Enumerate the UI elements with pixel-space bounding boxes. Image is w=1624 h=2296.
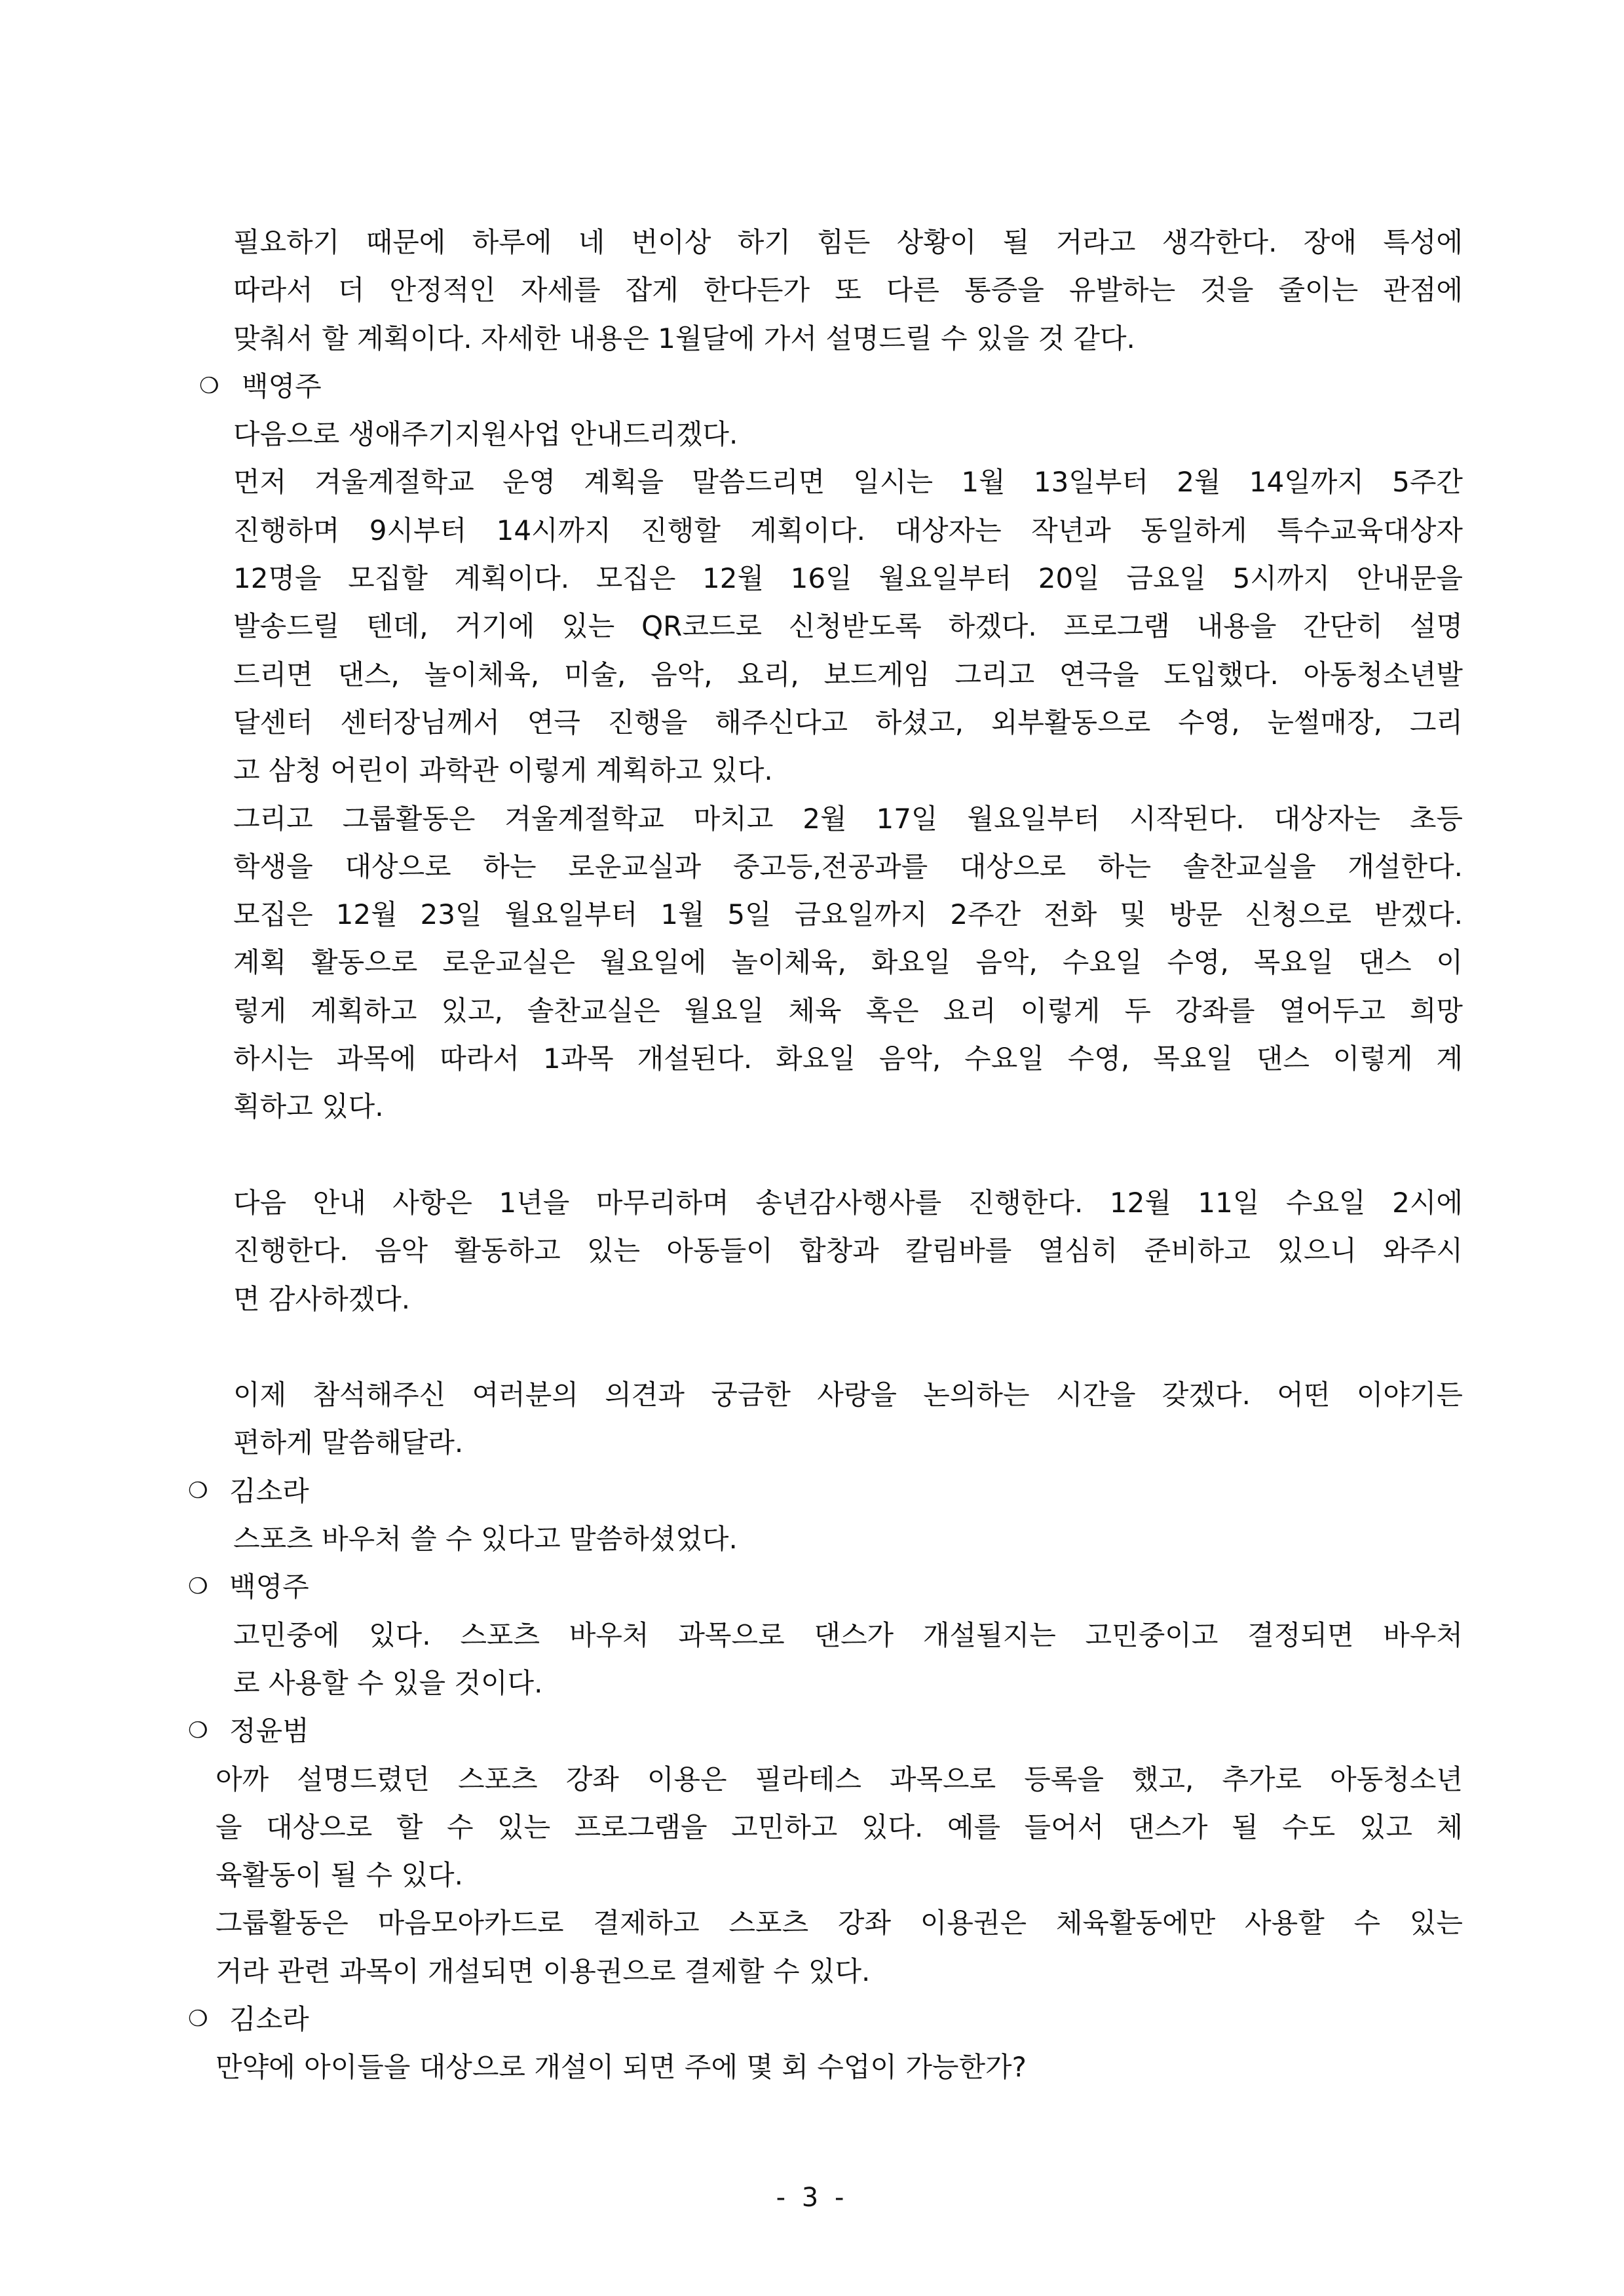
speaker-bullet bbox=[0, 1995, 1624, 2043]
speaker-bullet bbox=[0, 362, 1624, 410]
text-line: 아까 설명드렸던 스포츠 강좌 이용은 필라테스 과목으로 등록을 했고, 추가로 아동청소년 bbox=[216, 1763, 1463, 1795]
paragraph bbox=[0, 2043, 1624, 2091]
bullet-circle-icon: ❍ bbox=[199, 372, 219, 399]
paragraph bbox=[0, 1515, 1624, 1563]
text-line: 스포츠 바우처 쓸 수 있다고 말씀하셨었다. bbox=[233, 1523, 738, 1556]
text-line: 학생을 대상으로 하는 로운교실과 중고등,전공과를 대상으로 하는 솔찬교실을 개설한다. bbox=[233, 850, 1463, 883]
paragraph bbox=[0, 1371, 1624, 1467]
text-line: 먼저 겨울계절학교 운영 계획을 말씀드리면 일시는 1월 13일부터 2월 14일까지 5주간 bbox=[233, 466, 1463, 499]
text-line: 로 사용할 수 있을 것이다. bbox=[233, 1666, 543, 1699]
bullet-circle-icon: ❍ bbox=[188, 1717, 208, 1744]
blank-line bbox=[0, 1323, 1624, 1371]
text-line: 하시는 과목에 따라서 1과목 개설된다. 화요일 음악, 수요일 수영, 목요일 댄스 이렇게 계 bbox=[233, 1043, 1463, 1075]
text-line: 진행한다. 음악 활동하고 있는 아동들이 합창과 칼림바를 열심히 준비하고 있으니 와주시 bbox=[233, 1234, 1463, 1267]
text-line: 진행하며 9시부터 14시까지 진행할 계획이다. 대상자는 작년과 동일하게 특수교육대상자 bbox=[233, 514, 1463, 546]
paragraph bbox=[0, 1899, 1624, 1995]
speaker-bullet bbox=[0, 1467, 1624, 1515]
bullet-circle-icon: ❍ bbox=[188, 1477, 208, 1504]
page-number: - 3 - bbox=[776, 2183, 848, 2213]
text-line: 다음으로 생애주기지원사업 안내드리겠다. bbox=[233, 418, 738, 451]
text-line: 필요하기 때문에 하루에 네 번이상 하기 힘든 상황이 될 거라고 생각한다. 장애 특성에 bbox=[233, 226, 1463, 258]
text-line: 모집은 12월 23일 월요일부터 1월 5일 금요일까지 2주간 전화 및 방문 신청으로 받겠다. bbox=[233, 898, 1463, 931]
text-line: 고 삼청 어린이 과학관 이렇게 계획하고 있다. bbox=[233, 754, 773, 787]
speaker-name: 백영주 bbox=[242, 370, 322, 402]
text-line: 12명을 모집할 계획이다. 모집은 12월 16일 월요일부터 20일 금요일 5시까지 안내문을 bbox=[233, 562, 1463, 595]
text-line: 발송드릴 텐데, 거기에 있는 QR코드로 신청받도록 하겠다. 프로그램 내용을 간단히 설명 bbox=[233, 610, 1463, 643]
speaker-bullet bbox=[0, 1707, 1624, 1755]
paragraph bbox=[0, 1755, 1624, 1900]
text-line: 만약에 아이들을 대상으로 개설이 되면 주에 몇 회 수업이 가능한가? bbox=[216, 2051, 1027, 2084]
text-line: 을 대상으로 할 수 있는 프로그램을 고민하고 있다. 예를 들어서 댄스가 될 수도 있고 체 bbox=[216, 1810, 1463, 1843]
text-line: 육활동이 될 수 있다. bbox=[216, 1859, 463, 1892]
paragraph bbox=[0, 458, 1624, 794]
paragraph bbox=[0, 1611, 1624, 1708]
text-line: 렇게 계획하고 있고, 솔찬교실은 월요일 체육 혹은 요리 이렇게 두 강좌를 열어두고 희망 bbox=[233, 994, 1463, 1027]
blank-line bbox=[0, 1131, 1624, 1179]
speaker-name: 김소라 bbox=[229, 1474, 309, 1507]
paragraph bbox=[0, 1179, 1624, 1323]
speaker-name: 정윤범 bbox=[229, 1715, 309, 1748]
text-line: 편하게 말씀해달라. bbox=[233, 1426, 464, 1459]
speaker-bullet bbox=[0, 1563, 1624, 1611]
text-line: 이제 참석해주신 여러분의 의견과 궁금한 사랑을 논의하는 시간을 갖겠다. 어떤 이야기든 bbox=[233, 1379, 1463, 1411]
text-line: 따라서 더 안정적인 자세를 잡게 한다든가 또 다른 통증을 유발하는 것을 줄이는 관점에 bbox=[233, 274, 1463, 307]
text-line: 거라 관련 과목이 개설되면 이용권으로 결제할 수 있다. bbox=[216, 1955, 871, 1987]
page-content bbox=[0, 218, 1624, 2092]
bullet-circle-icon: ❍ bbox=[188, 2005, 208, 2032]
text-line: 맞춰서 할 계획이다. 자세한 내용은 1월달에 가서 설명드릴 수 있을 것 같다. bbox=[233, 322, 1135, 354]
paragraph bbox=[0, 410, 1624, 458]
text-line: 계획 활동으로 로운교실은 월요일에 놀이체육, 화요일 음악, 수요일 수영, 목요일 댄스 이 bbox=[233, 946, 1463, 979]
bullet-circle-icon: ❍ bbox=[188, 1573, 208, 1600]
text-line: 면 감사하겠다. bbox=[233, 1282, 411, 1315]
text-line: 다음 안내 사항은 1년을 마무리하며 송년감사행사를 진행한다. 12월 11일 수요일 2시에 bbox=[233, 1186, 1463, 1219]
text-line: 달센터 센터장님께서 연극 진행을 해주신다고 하셨고, 외부활동으로 수영, 눈썰매장, 그리 bbox=[233, 706, 1463, 738]
text-line: 그리고 그룹활동은 겨울계절학교 마치고 2월 17일 월요일부터 시작된다. 대상자는 초등 bbox=[233, 802, 1463, 835]
paragraph bbox=[0, 218, 1624, 362]
paragraph bbox=[0, 795, 1624, 1131]
text-line: 고민중에 있다. 스포츠 바우처 과목으로 댄스가 개설될지는 고민중이고 결정되면 바우처 bbox=[233, 1618, 1463, 1651]
text-line: 그룹활동은 마음모아카드로 결제하고 스포츠 강좌 이용권은 체육활동에만 사용할 수 있는 bbox=[216, 1907, 1463, 1940]
speaker-name: 김소라 bbox=[229, 2002, 309, 2035]
speaker-name: 백영주 bbox=[229, 1571, 309, 1603]
text-line: 획하고 있다. bbox=[233, 1090, 384, 1123]
text-line: 드리면 댄스, 놀이체육, 미술, 음악, 요리, 보드게임 그리고 연극을 도입했다. 아동청소년발 bbox=[233, 658, 1463, 691]
